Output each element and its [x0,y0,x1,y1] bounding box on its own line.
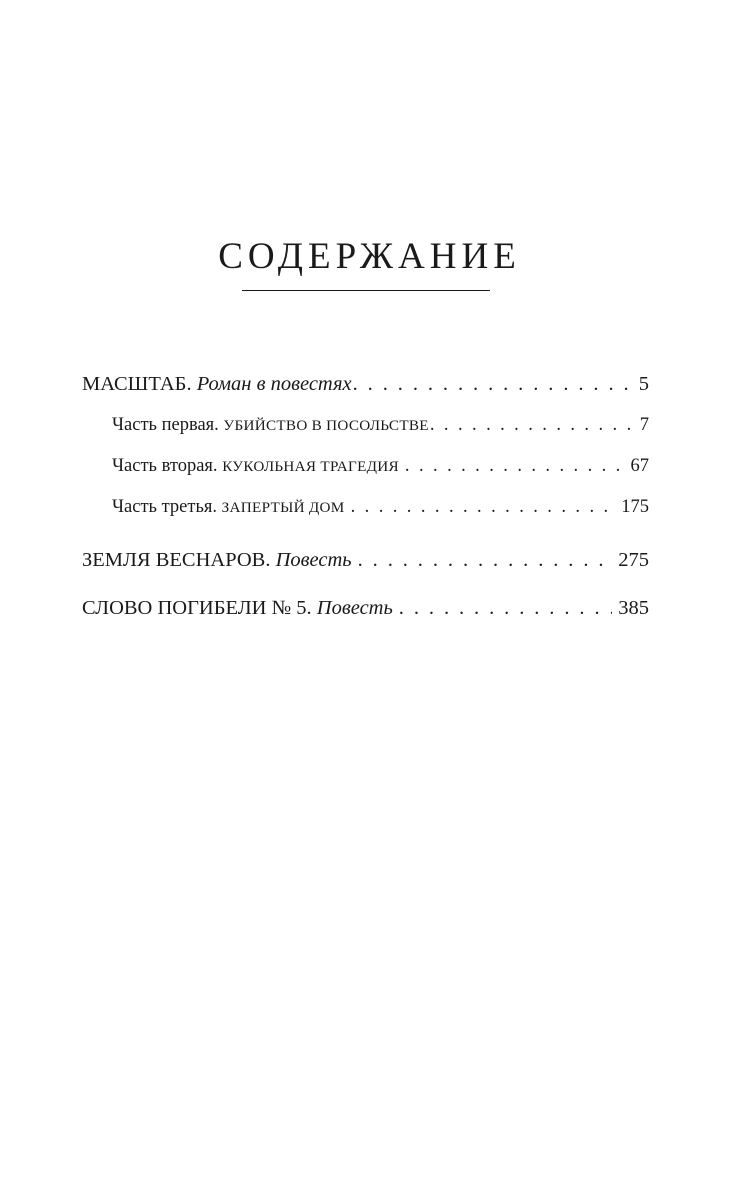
toc-page-number: 175 [621,497,649,517]
toc-entry-slovo-pogibeli[interactable] [82,598,649,619]
toc-part-title: УБИЙСТВО В ПОСОЛЬСТВЕ [223,417,429,434]
toc-page-number: 5 [638,373,649,395]
toc-entry-title [112,457,399,476]
toc-entry-part-one[interactable] [112,416,649,435]
toc-entry-title [82,374,352,395]
toc-entry-masshtab[interactable] [82,374,649,395]
toc-leader-dots [405,457,625,476]
toc-entry-title [112,498,345,517]
toc-leader-dots [430,416,633,435]
toc-leader-dots [353,374,633,395]
page-title: СОДЕРЖАНИЕ [218,236,521,277]
toc-entry-main-title: МАСШТАБ. [82,373,192,395]
toc-leader-dots [358,550,613,571]
title-underline [242,290,490,291]
toc-part-title: КУКОЛЬНАЯ ТРАГЕДИЯ [222,458,399,475]
toc-page-number: 275 [618,549,649,571]
toc-leader-dots [351,498,616,517]
toc-entry-subtitle: Повесть [316,597,393,619]
toc-entry-part-two[interactable] [112,457,649,476]
toc-entry-zemlya-vesnarov[interactable] [82,550,649,571]
toc-entry-title [112,416,429,435]
toc-entry-subtitle: Повесть [275,549,352,571]
toc-part-title: ЗАПЕРТЫЙ ДОМ [221,499,345,516]
toc-page-number: 7 [639,415,649,435]
toc-page-number: 67 [630,456,649,476]
toc-entry-subtitle: Роман в повестях [196,373,352,395]
toc-part-label: Часть вторая. [112,456,218,476]
toc-entry-main-title: СЛОВО ПОГИБЕЛИ № 5. [82,597,312,619]
toc-leader-dots [399,598,612,619]
toc-page-number: 385 [618,597,649,619]
toc-part-label: Часть третья. [112,497,218,517]
toc-entry-part-three[interactable] [112,498,649,517]
toc-entry-title [82,550,352,571]
toc-entry-main-title: ЗЕМЛЯ ВЕСНАРОВ. [82,549,271,571]
toc-entry-title [82,598,393,619]
toc-part-label: Часть первая. [112,415,219,435]
